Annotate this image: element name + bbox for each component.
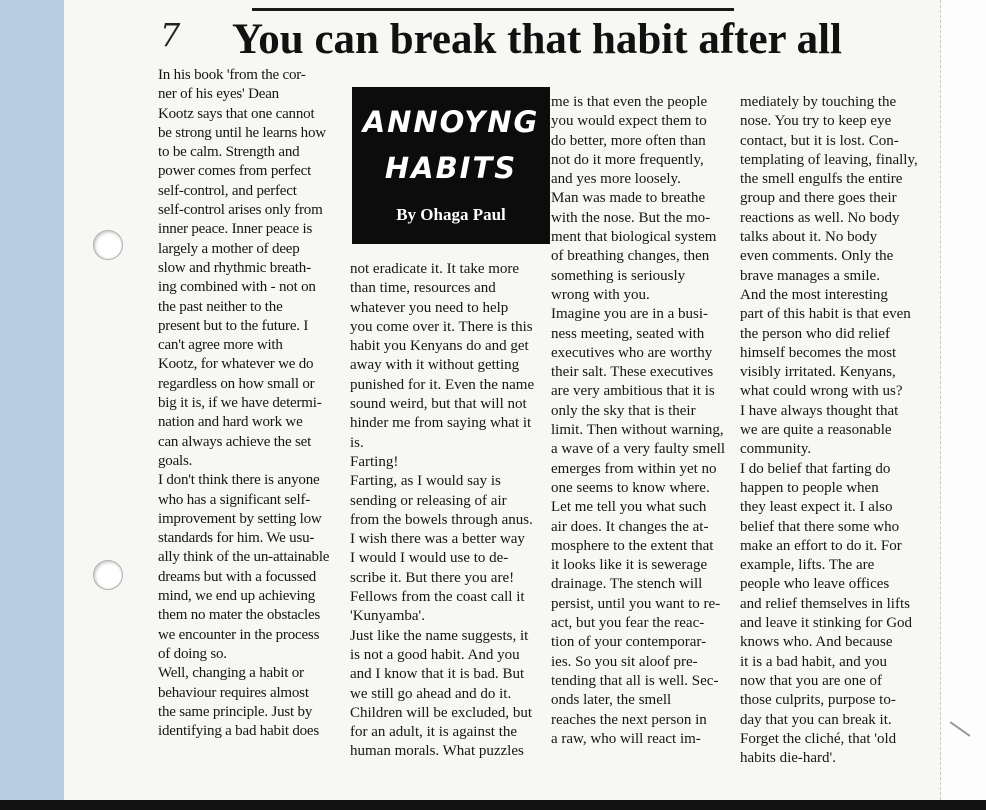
text-line: day that you can break it. [740,711,892,728]
text-line: happen to people when [740,479,879,496]
text-line: Let me tell you what such [551,499,707,516]
text-line: air does. It changes the at- [551,518,709,535]
text-line: whatever you need to help [350,299,509,316]
text-line: persist, until you want to re- [551,595,721,612]
text-line: onds later, the smell [551,692,672,709]
text-line: belief that there some who [740,518,900,535]
text-line: big it is, if we have determi- [158,395,322,412]
text-line: those culprits, purpose to- [740,692,896,709]
headline: You can break that habit after all [232,16,842,63]
text-line: largely a mother of deep [158,240,300,257]
text-line: are very ambitious that it is [551,383,715,400]
text-line: the person who did relief [740,325,890,342]
text-line: can't agree more with [158,337,283,354]
text-line: ally think of the un-attainable [158,549,330,566]
top-rule [252,8,734,11]
text-line: you come over it. There is this [350,318,533,335]
text-line: emerges from within yet no [551,460,717,477]
text-line: ies. So you sit aloof pre- [551,653,698,670]
text-line: is. [350,434,364,451]
text-line: drainage. The stench will [551,576,703,593]
text-line: who has a significant self- [158,491,311,508]
text-line: we encounter in the process [158,626,320,643]
text-line: Kootz says that one cannot [158,105,315,122]
text-line: Man was made to breathe [551,190,706,207]
text-line: Forget the cliché, that 'old [740,730,897,747]
text-line: brave manages a smile. [740,267,880,284]
text-line: Farting, as I would say is [350,473,501,490]
text-line: knows who. And because [740,634,893,651]
text-line: example, lifts. The are [740,557,875,574]
text-line: executives who are worthy [551,344,713,361]
text-line: act, but you fear the reac- [551,615,705,632]
text-line: mind, we end up achieving [158,588,316,605]
text-line: himself becomes the most [740,344,897,361]
scan-edge-strip [0,0,65,800]
text-line: people who leave offices [740,576,890,593]
text-line: them no mater the obstacles [158,607,321,624]
text-line: self-control arises only from [158,202,323,219]
text-line: mosphere to the extent that [551,537,714,554]
text-line: Just like the name suggests, it [350,627,529,644]
text-line: behaviour requires almost [158,684,309,701]
text-line: ing combined with - not on [158,279,316,296]
text-line: visibly irritated. Kenyans, [740,364,896,381]
text-line: we are quite a reasonable [740,422,892,439]
text-line: nation and hard work we [158,414,303,431]
text-line: group and there goes their [740,190,897,207]
text-line: I don't think there is anyone [158,472,320,489]
text-line: of doing so. [158,645,227,662]
text-line: Well, changing a habit or [158,665,304,682]
text-line: hinder me from saying what it [350,415,532,432]
text-line: regardless on how small or [158,375,315,392]
handwritten-mark: 7 [160,16,181,54]
text-line: we still go ahead and do it. [350,685,512,702]
text-line: habit you Kenyans do and get [350,338,529,355]
text-line: contact, but it is lost. Con- [740,132,899,149]
text-line: wrong with you. [551,286,650,303]
text-line: Farting! [350,453,399,470]
punch-hole-top [93,230,123,260]
text-line: inner peace. Inner peace is [158,221,313,238]
text-line: only the sky that is their [551,402,696,419]
text-line: part of this habit is that even [740,306,911,323]
text-line: it looks like it is sewerage [551,557,708,574]
text-line: Children will be excluded, but [350,704,533,721]
text-line: the past neither to the [158,298,283,315]
text-line: you would expect them to [551,113,707,130]
text-line: punished for it. Even the name [350,376,535,393]
text-line: a raw, who will react im- [551,730,701,747]
text-line: a wave of a very faulty smell [551,441,726,458]
text-line: their salt. These executives [551,364,714,381]
text-line: reactions as well. No body [740,209,900,226]
text-line: templating of leaving, finally, [740,151,918,168]
text-line: away with it without getting [350,357,520,374]
text-line: Fellows from the coast call it [350,589,525,606]
text-line: talks about it. No body [740,229,878,246]
scan-bottom-edge [0,800,986,810]
text-line: what could wrong with us? [740,383,903,400]
text-line: mediately by touching the [740,94,897,110]
text-line: Imagine you are in a busi- [551,306,709,323]
text-line: it is a bad habit, and you [740,653,888,670]
text-line: scribe it. But there you are! [350,569,515,586]
text-line: limit. Then without warning, [551,422,724,439]
text-line: and I know that it is bad. But [350,666,525,683]
text-line: of breathing changes, then [551,248,710,265]
text-line: And the most interesting [740,286,888,303]
text-line: can always achieve the set [158,433,312,450]
column-1 [158,66,336,741]
text-line: ness meeting, seated with [551,325,705,342]
text-line: sending or releasing of air [350,492,507,509]
text-line: do better, more often than [551,132,706,149]
punch-hole-bottom [93,560,123,590]
text-line: human morals. What puzzles [350,743,524,760]
text-line: to be calm. Strength and [158,144,300,161]
text-line: not eradicate it. It take more [350,261,520,277]
text-line: is not a good habit. And you [350,646,520,663]
text-line: power comes from perfect [158,163,312,180]
column-2 [350,260,546,762]
text-line: community. [740,441,812,458]
text-line: ner of his eyes' Dean [158,86,279,103]
text-line: and yes more loosely. [551,171,681,188]
text-line: the same principle. Just by [158,703,313,720]
text-line: improvement by setting low [158,510,322,527]
text-line: the smell engulfs the entire [740,171,903,188]
text-line: make an effort to do it. For [740,537,902,554]
text-line: be strong until he learns how [158,124,326,141]
box-title-line1: ANNOYNG [362,105,540,139]
text-line: self-control, and perfect [158,182,297,199]
text-line: standards for him. We usu- [158,530,315,547]
text-line: from the bowels through anus. [350,511,533,528]
box-title-line2: HABITS [384,151,518,185]
text-line: with the nose. But the mo- [551,209,711,226]
text-line: even comments. Only the [740,248,894,265]
text-line: habits die-hard'. [740,750,837,767]
column-4 [740,93,928,768]
text-line: they least expect it. I also [740,499,893,516]
text-line: dreams but with a focussed [158,568,317,585]
text-line: I would I would use to de- [350,550,509,567]
text-line: for an adult, it is against the [350,724,518,741]
text-line: present but to the future. I [158,317,309,334]
text-line: I have always thought that [740,402,899,419]
text-line: one seems to know where. [551,479,710,496]
text-line: I wish there was a better way [350,531,525,548]
text-line: and relief themselves in lifts [740,595,910,612]
text-line: than time, resources and [350,280,496,297]
text-line: sound weird, but that will not [350,396,527,413]
text-line: ment that biological system [551,229,717,246]
text-line: reaches the next person in [551,711,707,728]
text-line: 'Kunyamba'. [350,608,425,625]
text-line: In his book 'from the cor- [158,67,306,83]
text-line: I do belief that farting do [740,460,891,477]
byline: By Ohaga Paul [396,205,506,224]
text-line: tion of your contemporar- [551,634,707,651]
text-line: Kootz, for whatever we do [158,356,314,373]
text-line: not do it more frequently, [551,151,704,168]
text-line: goals. [158,452,193,469]
text-line: now that you are one of [740,672,883,689]
text-line: me is that even the people [551,94,708,110]
text-line: identifying a bad habit does [158,723,320,740]
text-line: something is seriously [551,267,686,284]
column-3 [551,93,735,749]
column-logo-box [352,87,550,244]
text-line: nose. You try to keep eye [740,113,892,130]
text-line: slow and rhythmic breath- [158,259,311,276]
text-line: tending that all is well. Sec- [551,672,719,689]
text-line: and leave it stinking for God [740,615,913,632]
